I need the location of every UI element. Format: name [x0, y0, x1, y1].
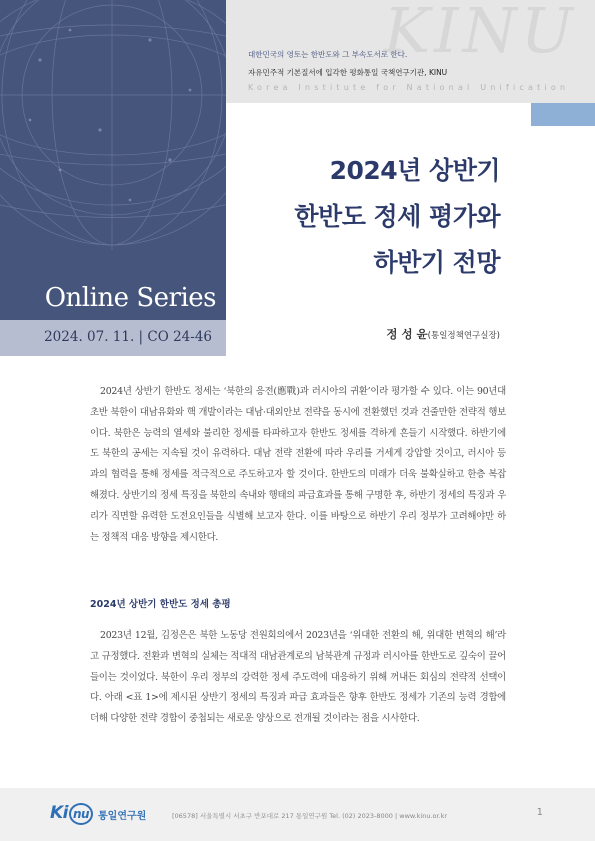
title-line-2: 한반도 정세 평가와	[294, 202, 500, 231]
kinu-watermark-logo: KINU	[383, 0, 577, 67]
page-number: 1	[536, 807, 543, 818]
summary-paragraph: 2024년 상반기 한반도 정세는 ‘북한의 응전(應戰)과 러시아의 귀환’이라 평가할 수 있다. 이는 90년대 초반 북한이 대남유화와 핵 개발이라는 대남·대외안보 전략을 동시에 전환했던 것과 견줄만한 전략적 행보이다. 북한은 능력의 열세와 불리한 정세를 타파하고자 한반도 정세를 격하게 흔들기 시작했다. 하반기에도 북한의 공세는 지속될 것이 유력하다. 대남 전략 전환에 따라 우리를 거세게 강압할 것이고, 러시아 등과의 협력을 통해 정세를 적극적으로 주도하고자 할 것이다. 한반도의 미래가 더욱 불확실하고 한층 복잡해졌다. 상반기의 정세 특징을 북한의 속내와 행태의 파급효과를 통해 구명한 후, 하반기 정세의 특징과 우리가 직면할 유력한 도전요인들을 식별해 보고자 한다. 이를 바탕으로 하반기 우리 정부가 고려해야만 하는 정책적 대응 방향을 제시한다.	[90, 386, 506, 543]
author-affiliation: (통일정책연구실장)	[427, 331, 500, 341]
section-heading: 2024년 상반기 한반도 정세 총평	[90, 599, 231, 610]
kinu-logo	[50, 803, 146, 825]
globe-graphic	[0, 0, 226, 320]
logo-text: 통일연구원	[98, 810, 147, 822]
header-accent-block	[531, 103, 595, 126]
top-header	[226, 0, 595, 103]
issue-date-code: 2024. 07. 11. | CO 24-46	[44, 329, 212, 345]
meta-bar	[0, 320, 226, 356]
cover-panel	[0, 0, 226, 356]
report-title	[294, 148, 500, 286]
series-title: Online Series	[44, 283, 216, 313]
logo-mark-nu: nu	[69, 803, 93, 825]
institute-english-name: Korea Institute for National Unification	[248, 83, 570, 92]
author-name: 정 성 윤	[386, 327, 428, 341]
overview-paragraph: 2023년 12월, 김정은은 북한 노동당 전원회의에서 2023년을 ‘위대한 전환의 해, 위대한 변혁의 해’라고 규정했다. 전환과 변혁의 실체는 적대적 대남관계로의 남북관계 규정과 러시아를 한반도로 깊숙이 끌어들이는 것이었다. 북한이 우리 정부의 강력한 정세 주도력에 대응하기 위해 꺼내든 회심의 전략적 선택이다. 아래 <표 1>에 제시된 상반기 정세의 특징과 파급 효과들은 향후 한반도 정세가 기존의 능력 경합에 더해 다양한 전략 경합이 중첩되는 새로운 양상으로 전개될 것이라는 점을 시사한다.	[90, 630, 506, 725]
title-line-1: 2024년 상반기	[329, 156, 500, 185]
logo-mark-ki: Ki	[50, 803, 69, 823]
author-byline	[386, 326, 500, 342]
tagline-territory: 대한민국의 영토는 한반도와 그 부속도서로 한다.	[248, 50, 408, 59]
tagline-institute: 자유민주적 기본질서에 입각한 평화통일 국책연구기관, KINU	[248, 68, 448, 77]
kinu-logo-mark	[50, 803, 93, 825]
title-line-3: 하반기 전망	[373, 248, 500, 277]
footer	[0, 788, 595, 841]
footer-address: [06578] 서울특별시 서초구 반포대로 217 통일연구원 Tel. (02) 2023-8000 | www.kinu.or.kr	[172, 812, 448, 820]
